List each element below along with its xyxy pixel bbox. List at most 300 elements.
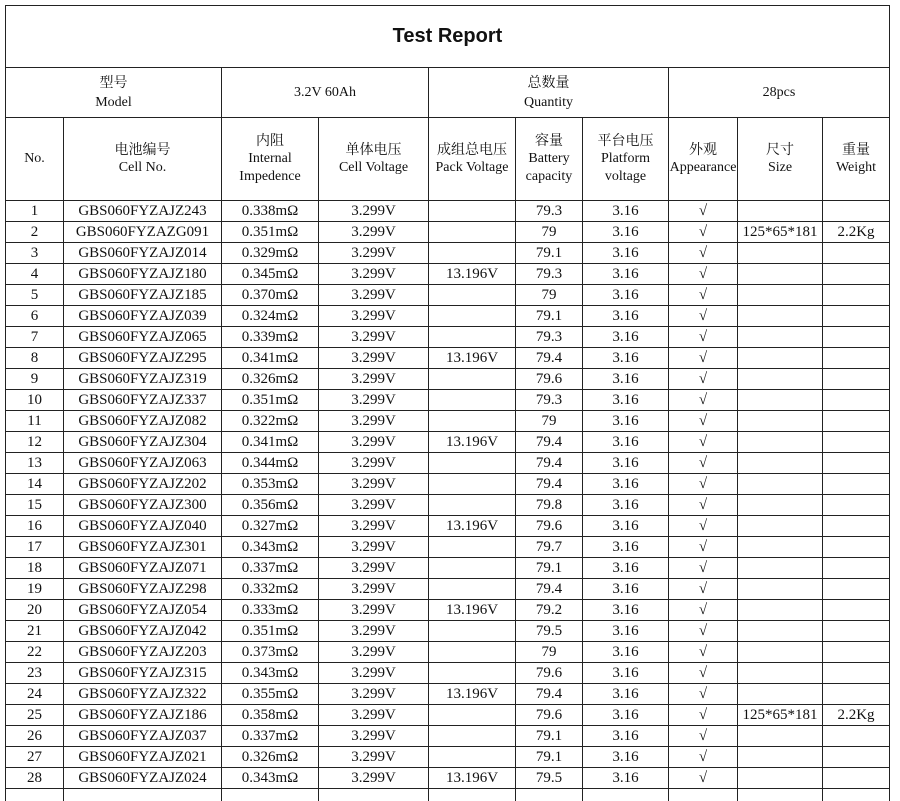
header-ir-zh: 内阻 [222, 132, 318, 150]
appearance: √ [669, 516, 738, 537]
table-row [6, 684, 890, 705]
cell-number: GBS060FYZAJZ243 [64, 201, 222, 222]
row-no: 9 [6, 369, 64, 390]
row-no: 6 [6, 306, 64, 327]
internal-impedence: 0.343mΩ [222, 663, 319, 684]
column-header-row [6, 118, 890, 201]
internal-impedence: 0.341mΩ [222, 432, 319, 453]
model-label-cell [6, 68, 222, 118]
weight [823, 537, 890, 558]
cell-number: GBS060FYZAJZ065 [64, 327, 222, 348]
pack-voltage [429, 327, 516, 348]
table-row [6, 747, 890, 768]
size [738, 600, 823, 621]
platform-voltage: 3.16 [583, 495, 669, 516]
weight [823, 432, 890, 453]
header-ir-en1: Internal [222, 150, 318, 168]
header-cap-zh: 容量 [516, 132, 582, 150]
cell-voltage: 3.299V [319, 747, 429, 768]
battery-capacity: 79 [516, 222, 583, 243]
cell-number: GBS060FYZAZG091 [64, 222, 222, 243]
battery-capacity: 79.4 [516, 432, 583, 453]
internal-impedence: 0.339mΩ [222, 327, 319, 348]
header-cell-no-zh: 电池编号 [64, 141, 221, 159]
pack-voltage [429, 621, 516, 642]
pack-voltage [429, 705, 516, 726]
cell-number: GBS060FYZAJZ037 [64, 726, 222, 747]
cell-voltage: 3.299V [319, 495, 429, 516]
table-row [6, 579, 890, 600]
header-cap-en1: Battery [516, 150, 582, 168]
quantity-label-zh: 总数量 [429, 74, 668, 93]
cell-voltage: 3.299V [319, 600, 429, 621]
battery-capacity: 79.4 [516, 453, 583, 474]
model-label-en: Model [6, 93, 221, 112]
table-row [6, 369, 890, 390]
weight [823, 411, 890, 432]
size [738, 663, 823, 684]
internal-impedence: 0.333mΩ [222, 600, 319, 621]
header-cell-no [64, 118, 222, 201]
weight [823, 747, 890, 768]
row-no: 16 [6, 516, 64, 537]
internal-impedence: 0.356mΩ [222, 495, 319, 516]
cell-number: GBS060FYZAJZ040 [64, 516, 222, 537]
weight [823, 663, 890, 684]
header-plat-en2: voltage [583, 168, 668, 186]
pack-voltage [429, 495, 516, 516]
header-size [738, 118, 823, 201]
platform-voltage: 3.16 [583, 621, 669, 642]
platform-voltage: 3.16 [583, 243, 669, 264]
cell-voltage: 3.299V [319, 390, 429, 411]
cell-number: GBS060FYZAJZ185 [64, 285, 222, 306]
cell-number: GBS060FYZAJZ024 [64, 768, 222, 789]
pack-voltage [429, 474, 516, 495]
table-row [6, 768, 890, 789]
size [738, 537, 823, 558]
cell-voltage: 3.299V [319, 537, 429, 558]
row-no: 4 [6, 264, 64, 285]
appearance: √ [669, 579, 738, 600]
battery-capacity: 79.6 [516, 516, 583, 537]
pack-voltage [429, 285, 516, 306]
cell-number: GBS060FYZAJZ301 [64, 537, 222, 558]
cell-voltage: 3.299V [319, 726, 429, 747]
internal-impedence: 0.344mΩ [222, 453, 319, 474]
row-no: 13 [6, 453, 64, 474]
cell-voltage: 3.299V [319, 558, 429, 579]
cell-voltage: 3.299V [319, 411, 429, 432]
appearance: √ [669, 453, 738, 474]
platform-voltage: 3.16 [583, 390, 669, 411]
pack-voltage [429, 726, 516, 747]
platform-voltage: 3.16 [583, 264, 669, 285]
pack-voltage [429, 537, 516, 558]
appearance: √ [669, 201, 738, 222]
platform-voltage: 3.16 [583, 432, 669, 453]
pack-voltage: 13.196V [429, 348, 516, 369]
platform-voltage: 3.16 [583, 705, 669, 726]
cell-voltage: 3.299V [319, 222, 429, 243]
weight [823, 306, 890, 327]
platform-voltage: 3.16 [583, 411, 669, 432]
internal-impedence: 0.338mΩ [222, 201, 319, 222]
internal-impedence: 0.373mΩ [222, 642, 319, 663]
platform-voltage: 3.16 [583, 558, 669, 579]
table-row [6, 411, 890, 432]
platform-voltage: 3.16 [583, 663, 669, 684]
pack-voltage [429, 453, 516, 474]
pack-voltage [429, 642, 516, 663]
platform-voltage: 3.16 [583, 285, 669, 306]
row-no: 25 [6, 705, 64, 726]
cell-number: GBS060FYZAJZ300 [64, 495, 222, 516]
table-row [6, 453, 890, 474]
size [738, 495, 823, 516]
size [738, 369, 823, 390]
header-cell-no-en: Cell No. [64, 159, 221, 177]
cell-voltage: 3.299V [319, 243, 429, 264]
header-plat-en1: Platform [583, 150, 668, 168]
battery-capacity: 79.6 [516, 369, 583, 390]
appearance: √ [669, 705, 738, 726]
info-row [6, 68, 890, 118]
pack-voltage: 13.196V [429, 432, 516, 453]
battery-capacity: 79.4 [516, 348, 583, 369]
size [738, 642, 823, 663]
cell-number: GBS060FYZAJZ202 [64, 474, 222, 495]
platform-voltage: 3.16 [583, 600, 669, 621]
table-row [6, 432, 890, 453]
header-size-en: Size [738, 159, 822, 177]
weight [823, 558, 890, 579]
size [738, 516, 823, 537]
table-row [6, 537, 890, 558]
size [738, 285, 823, 306]
pack-voltage [429, 306, 516, 327]
appearance: √ [669, 537, 738, 558]
platform-voltage: 3.16 [583, 726, 669, 747]
row-no: 12 [6, 432, 64, 453]
size: 125*65*181 [738, 705, 823, 726]
header-appearance [669, 118, 738, 201]
table-row [6, 558, 890, 579]
quantity-value: 28pcs [669, 68, 890, 118]
cell-voltage: 3.299V [319, 474, 429, 495]
appearance: √ [669, 264, 738, 285]
row-no: 10 [6, 390, 64, 411]
header-weight-zh: 重量 [823, 141, 889, 159]
size [738, 453, 823, 474]
pack-voltage [429, 558, 516, 579]
internal-impedence: 0.370mΩ [222, 285, 319, 306]
platform-voltage: 3.16 [583, 222, 669, 243]
table-row [6, 705, 890, 726]
weight [823, 390, 890, 411]
cell-voltage: 3.299V [319, 768, 429, 789]
platform-voltage: 3.16 [583, 474, 669, 495]
weight [823, 453, 890, 474]
header-weight-en: Weight [823, 159, 889, 177]
table-row [6, 306, 890, 327]
cell-voltage: 3.299V [319, 201, 429, 222]
cell-voltage: 3.299V [319, 369, 429, 390]
table-row [6, 726, 890, 747]
row-no: 20 [6, 600, 64, 621]
cell-voltage: 3.299V [319, 684, 429, 705]
weight [823, 495, 890, 516]
appearance: √ [669, 369, 738, 390]
internal-impedence: 0.353mΩ [222, 474, 319, 495]
platform-voltage: 3.16 [583, 579, 669, 600]
appearance: √ [669, 327, 738, 348]
platform-voltage: 3.16 [583, 348, 669, 369]
cell-voltage: 3.299V [319, 579, 429, 600]
size [738, 264, 823, 285]
header-cv-en: Cell Voltage [319, 159, 428, 177]
pack-voltage: 13.196V [429, 600, 516, 621]
row-no: 26 [6, 726, 64, 747]
size: 125*65*181 [738, 222, 823, 243]
size [738, 747, 823, 768]
internal-impedence: 0.326mΩ [222, 369, 319, 390]
pack-voltage [429, 243, 516, 264]
cell-voltage: 3.299V [319, 663, 429, 684]
weight [823, 201, 890, 222]
weight: 2.2Kg [823, 705, 890, 726]
size [738, 327, 823, 348]
weight [823, 684, 890, 705]
row-no: 5 [6, 285, 64, 306]
internal-impedence: 0.332mΩ [222, 579, 319, 600]
size [738, 621, 823, 642]
weight [823, 621, 890, 642]
weight [823, 327, 890, 348]
appearance: √ [669, 600, 738, 621]
internal-impedence: 0.355mΩ [222, 684, 319, 705]
cell-voltage: 3.299V [319, 432, 429, 453]
row-no: 28 [6, 768, 64, 789]
cell-number: GBS060FYZAJZ203 [64, 642, 222, 663]
appearance: √ [669, 663, 738, 684]
internal-impedence: 0.326mΩ [222, 747, 319, 768]
pack-voltage [429, 390, 516, 411]
platform-voltage: 3.16 [583, 327, 669, 348]
internal-impedence: 0.341mΩ [222, 348, 319, 369]
cell-number: GBS060FYZAJZ082 [64, 411, 222, 432]
row-no: 8 [6, 348, 64, 369]
size [738, 243, 823, 264]
battery-capacity: 79.2 [516, 600, 583, 621]
size [738, 390, 823, 411]
internal-impedence: 0.351mΩ [222, 390, 319, 411]
internal-impedence: 0.343mΩ [222, 768, 319, 789]
cell-voltage: 3.299V [319, 705, 429, 726]
weight: 2.2Kg [823, 222, 890, 243]
cell-number: GBS060FYZAJZ021 [64, 747, 222, 768]
cell-number: GBS060FYZAJZ295 [64, 348, 222, 369]
platform-voltage: 3.16 [583, 306, 669, 327]
pack-voltage: 13.196V [429, 684, 516, 705]
table-row [6, 516, 890, 537]
internal-impedence: 0.322mΩ [222, 411, 319, 432]
weight [823, 642, 890, 663]
weight [823, 285, 890, 306]
cell-number: GBS060FYZAJZ039 [64, 306, 222, 327]
battery-capacity: 79.1 [516, 747, 583, 768]
battery-capacity: 79.1 [516, 558, 583, 579]
row-no: 18 [6, 558, 64, 579]
battery-capacity: 79 [516, 411, 583, 432]
quantity-label-cell [429, 68, 669, 118]
size [738, 348, 823, 369]
row-no: 14 [6, 474, 64, 495]
table-row [6, 474, 890, 495]
row-no: 15 [6, 495, 64, 516]
appearance: √ [669, 390, 738, 411]
appearance: √ [669, 243, 738, 264]
cell-voltage: 3.299V [319, 621, 429, 642]
cell-number: GBS060FYZAJZ337 [64, 390, 222, 411]
weight [823, 516, 890, 537]
size [738, 411, 823, 432]
cell-voltage: 3.299V [319, 516, 429, 537]
row-no: 11 [6, 411, 64, 432]
cell-number: GBS060FYZAJZ054 [64, 600, 222, 621]
cell-number: GBS060FYZAJZ014 [64, 243, 222, 264]
row-no: 23 [6, 663, 64, 684]
internal-impedence: 0.358mΩ [222, 705, 319, 726]
cell-number: GBS060FYZAJZ063 [64, 453, 222, 474]
size [738, 726, 823, 747]
row-no: 19 [6, 579, 64, 600]
cell-number: GBS060FYZAJZ071 [64, 558, 222, 579]
pack-voltage [429, 369, 516, 390]
internal-impedence: 0.345mΩ [222, 264, 319, 285]
header-size-zh: 尺寸 [738, 141, 822, 159]
appearance: √ [669, 642, 738, 663]
cell-voltage: 3.299V [319, 327, 429, 348]
header-no: No. [6, 118, 64, 201]
table-row [6, 264, 890, 285]
battery-capacity: 79.4 [516, 684, 583, 705]
platform-voltage: 3.16 [583, 201, 669, 222]
battery-capacity: 79.1 [516, 243, 583, 264]
size [738, 474, 823, 495]
pack-voltage: 13.196V [429, 264, 516, 285]
row-no: 24 [6, 684, 64, 705]
battery-capacity: 79.1 [516, 726, 583, 747]
appearance: √ [669, 621, 738, 642]
header-weight [823, 118, 890, 201]
platform-voltage: 3.16 [583, 768, 669, 789]
weight [823, 348, 890, 369]
header-platform-voltage [583, 118, 669, 201]
internal-impedence: 0.329mΩ [222, 243, 319, 264]
header-pv-en: Pack Voltage [429, 159, 515, 177]
weight [823, 768, 890, 789]
appearance: √ [669, 432, 738, 453]
appearance: √ [669, 285, 738, 306]
battery-capacity: 79.3 [516, 390, 583, 411]
table-row [6, 600, 890, 621]
table-row [6, 222, 890, 243]
appearance: √ [669, 558, 738, 579]
cell-number: GBS060FYZAJZ322 [64, 684, 222, 705]
header-pack-voltage [429, 118, 516, 201]
platform-voltage: 3.16 [583, 537, 669, 558]
battery-capacity: 79.5 [516, 768, 583, 789]
size [738, 579, 823, 600]
cell-voltage: 3.299V [319, 348, 429, 369]
cell-voltage: 3.299V [319, 453, 429, 474]
pack-voltage [429, 201, 516, 222]
header-battery-capacity [516, 118, 583, 201]
size [738, 768, 823, 789]
row-no: 3 [6, 243, 64, 264]
battery-capacity: 79.4 [516, 579, 583, 600]
cell-number: GBS060FYZAJZ186 [64, 705, 222, 726]
table-row [6, 327, 890, 348]
cell-voltage: 3.299V [319, 306, 429, 327]
appearance: √ [669, 306, 738, 327]
row-no: 22 [6, 642, 64, 663]
battery-capacity: 79.3 [516, 201, 583, 222]
appearance: √ [669, 726, 738, 747]
row-no: 17 [6, 537, 64, 558]
pack-voltage [429, 663, 516, 684]
pack-voltage [429, 411, 516, 432]
platform-voltage: 3.16 [583, 516, 669, 537]
platform-voltage: 3.16 [583, 747, 669, 768]
appearance: √ [669, 474, 738, 495]
cell-voltage: 3.299V [319, 642, 429, 663]
battery-capacity: 79.3 [516, 327, 583, 348]
internal-impedence: 0.324mΩ [222, 306, 319, 327]
row-no: 7 [6, 327, 64, 348]
header-plat-zh: 平台电压 [583, 132, 668, 150]
cell-number: GBS060FYZAJZ315 [64, 663, 222, 684]
internal-impedence: 0.327mΩ [222, 516, 319, 537]
weight [823, 264, 890, 285]
pack-voltage [429, 579, 516, 600]
appearance: √ [669, 684, 738, 705]
internal-impedence: 0.343mΩ [222, 537, 319, 558]
platform-voltage: 3.16 [583, 642, 669, 663]
size [738, 201, 823, 222]
weight [823, 600, 890, 621]
header-internal-impedence [222, 118, 319, 201]
battery-capacity: 79 [516, 642, 583, 663]
appearance: √ [669, 411, 738, 432]
cell-number: GBS060FYZAJZ304 [64, 432, 222, 453]
test-report-table [5, 5, 890, 801]
pack-voltage [429, 222, 516, 243]
report-title: Test Report [6, 6, 890, 68]
battery-capacity: 79.7 [516, 537, 583, 558]
header-cv-zh: 单体电压 [319, 141, 428, 159]
platform-voltage: 3.16 [583, 453, 669, 474]
size [738, 432, 823, 453]
table-row [6, 621, 890, 642]
battery-capacity: 79.6 [516, 663, 583, 684]
battery-capacity: 79 [516, 285, 583, 306]
appearance: √ [669, 495, 738, 516]
cell-voltage: 3.299V [319, 285, 429, 306]
internal-impedence: 0.351mΩ [222, 621, 319, 642]
table-row [6, 390, 890, 411]
